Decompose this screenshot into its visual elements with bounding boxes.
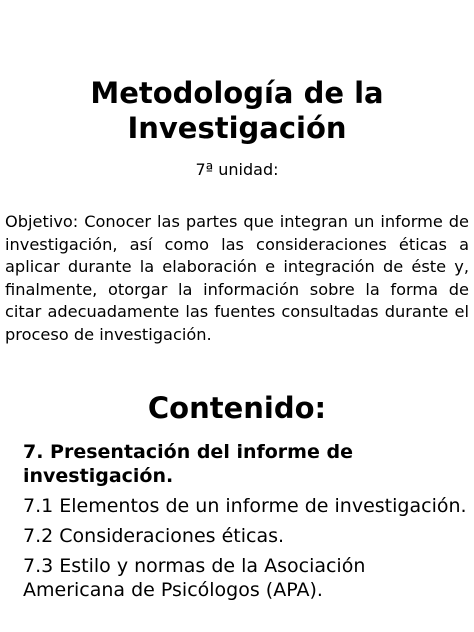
contents-item-7: 7. Presentación del informe de investigación. — [23, 441, 353, 487]
slide-title-line-2: Investigación — [127, 111, 347, 145]
unit-label: 7ª unidad: — [195, 160, 279, 179]
slide-2 — [0, 378, 474, 632]
contents-title: Contenido: — [147, 391, 327, 425]
objective-text: Objetivo: Conocer las partes que integran un informe de investigación, así como las consideraciones éticas a aplicar durante la elaboración e integración de éste y, finalmente, otorgar la información sobre la forma de citar adecuadamente las fuentes consultadas durante el proceso de investigación. — [5, 212, 469, 344]
contents-list — [23, 440, 468, 608]
contents-item-7-1: 7.1 Elementos de un informe de investigación. — [23, 495, 467, 517]
contents-item-7-3: 7.3 Estilo y normas de la Asociación Americana de Psicólogos (APA). — [23, 555, 366, 601]
slide-title-line-1: Metodología de la — [90, 76, 384, 110]
slide-title — [0, 76, 474, 146]
slide-divider — [0, 357, 474, 378]
contents-item-7-2: 7.2 Consideraciones éticas. — [23, 525, 285, 547]
